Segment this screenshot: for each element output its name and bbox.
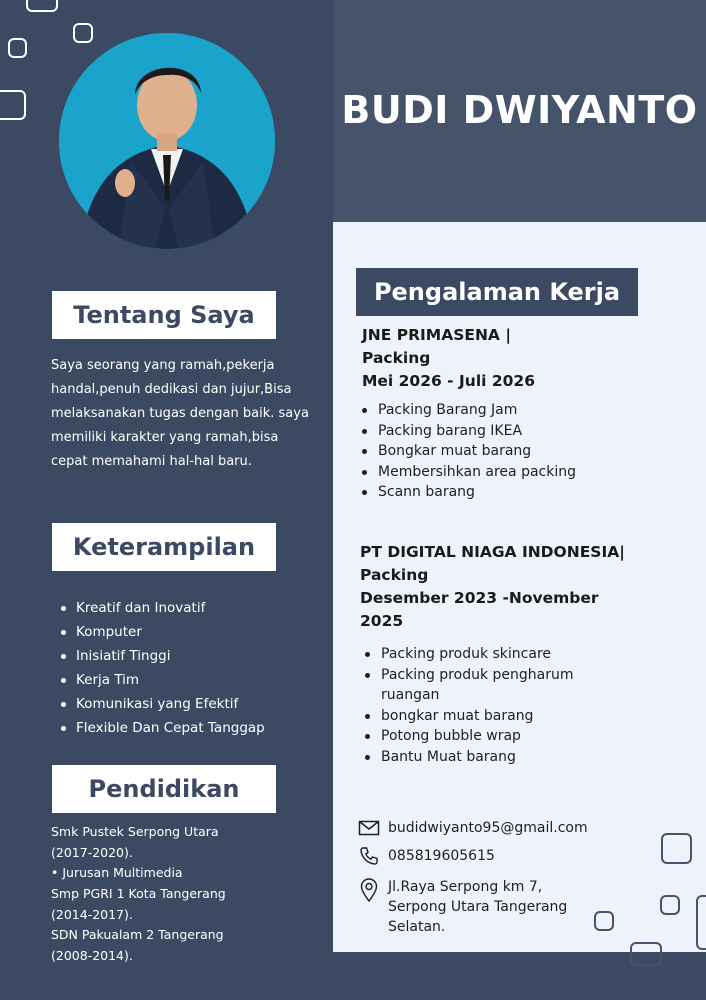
- skill-item: Komputer: [54, 620, 265, 644]
- education-list: [51, 822, 226, 967]
- job-company: PT DIGITAL NIAGA INDONESIA|: [360, 543, 625, 561]
- job-role: Packing: [362, 349, 431, 367]
- job-task: Scann barang: [358, 482, 618, 503]
- job-task: Potong bubble wrap: [361, 726, 591, 747]
- skills-list: [54, 596, 265, 740]
- decorative-square: [0, 90, 26, 120]
- decorative-square: [26, 0, 58, 12]
- contact-phone: [358, 846, 495, 866]
- skill-item: Kerja Tim: [54, 668, 265, 692]
- job-period: Mei 2026 - Juli 2026: [362, 372, 535, 390]
- portrait-illustration: [59, 33, 275, 249]
- job-task-list: [361, 644, 591, 767]
- job-task: bongkar muat barang: [361, 706, 591, 727]
- contact-address: [358, 877, 598, 937]
- education-heading: Pendidikan: [52, 765, 276, 813]
- job-task-list: [358, 400, 618, 503]
- location-pin-icon: [358, 877, 380, 903]
- skill-item: Flexible Dan Cepat Tanggap: [54, 716, 265, 740]
- job-role: Packing: [360, 566, 429, 584]
- education-line: • Jurusan Multimedia: [51, 865, 183, 881]
- skill-item: Komunikasi yang Efektif: [54, 692, 265, 716]
- phone-text: 085819605615: [388, 848, 495, 864]
- skill-item: Inisiatif Tinggi: [54, 644, 265, 668]
- job-task: Packing produk pengharum ruangan: [361, 665, 591, 706]
- job-period: Desember 2023 -November: [360, 589, 599, 607]
- decorative-square: [73, 23, 93, 43]
- about-heading: Tentang Saya: [52, 291, 276, 339]
- about-text: Saya seorang yang ramah,pekerja handal,penuh dedikasi dan jujur,Bisa melaksanakan tugas dengan baik. saya memiliki karakter yang ramah,bisa cepat memahami hal-hal baru.: [51, 358, 309, 469]
- experience-heading: Pengalaman Kerja: [356, 268, 638, 316]
- education-line: (2008-2014).: [51, 948, 133, 964]
- decorative-square: [661, 833, 692, 864]
- decorative-square: [660, 895, 680, 915]
- candidate-name: BUDI DWIYANTO: [341, 88, 698, 132]
- job-task: Packing produk skincare: [361, 644, 591, 665]
- contact-email: [358, 818, 588, 838]
- profile-photo: [59, 33, 275, 249]
- decorative-square: [630, 942, 662, 966]
- job-title: [362, 324, 535, 393]
- job-task: Bantu Muat barang: [361, 747, 591, 768]
- job-period-end: 2025: [360, 612, 404, 630]
- education-line: Smp PGRI 1 Kota Tangerang: [51, 886, 226, 902]
- skills-heading: Keterampilan: [52, 523, 276, 571]
- job-task: Membersihkan area packing: [358, 462, 618, 483]
- education-line: (2017-2020).: [51, 844, 133, 860]
- address-text: Jl.Raya Serpong km 7, Serpong Utara Tangerang Selatan.: [388, 879, 568, 935]
- job-task: Packing barang IKEA: [358, 421, 618, 442]
- decorative-square: [696, 895, 706, 950]
- job-company: JNE PRIMASENA |: [362, 326, 511, 344]
- education-line: SDN Pakualam 2 Tangerang: [51, 927, 224, 943]
- job-task: Packing Barang Jam: [358, 400, 618, 421]
- job-title: [360, 541, 625, 633]
- education-line: (2014-2017).: [51, 906, 133, 922]
- job-task: Bongkar muat barang: [358, 441, 618, 462]
- education-line: Smk Pustek Serpong Utara: [51, 824, 219, 839]
- phone-icon: [358, 846, 380, 866]
- skill-item: Kreatif dan Inovatif: [54, 596, 265, 620]
- decorative-square: [8, 38, 27, 58]
- envelope-icon: [358, 818, 380, 838]
- email-text: budidwiyanto95@gmail.com: [388, 820, 588, 836]
